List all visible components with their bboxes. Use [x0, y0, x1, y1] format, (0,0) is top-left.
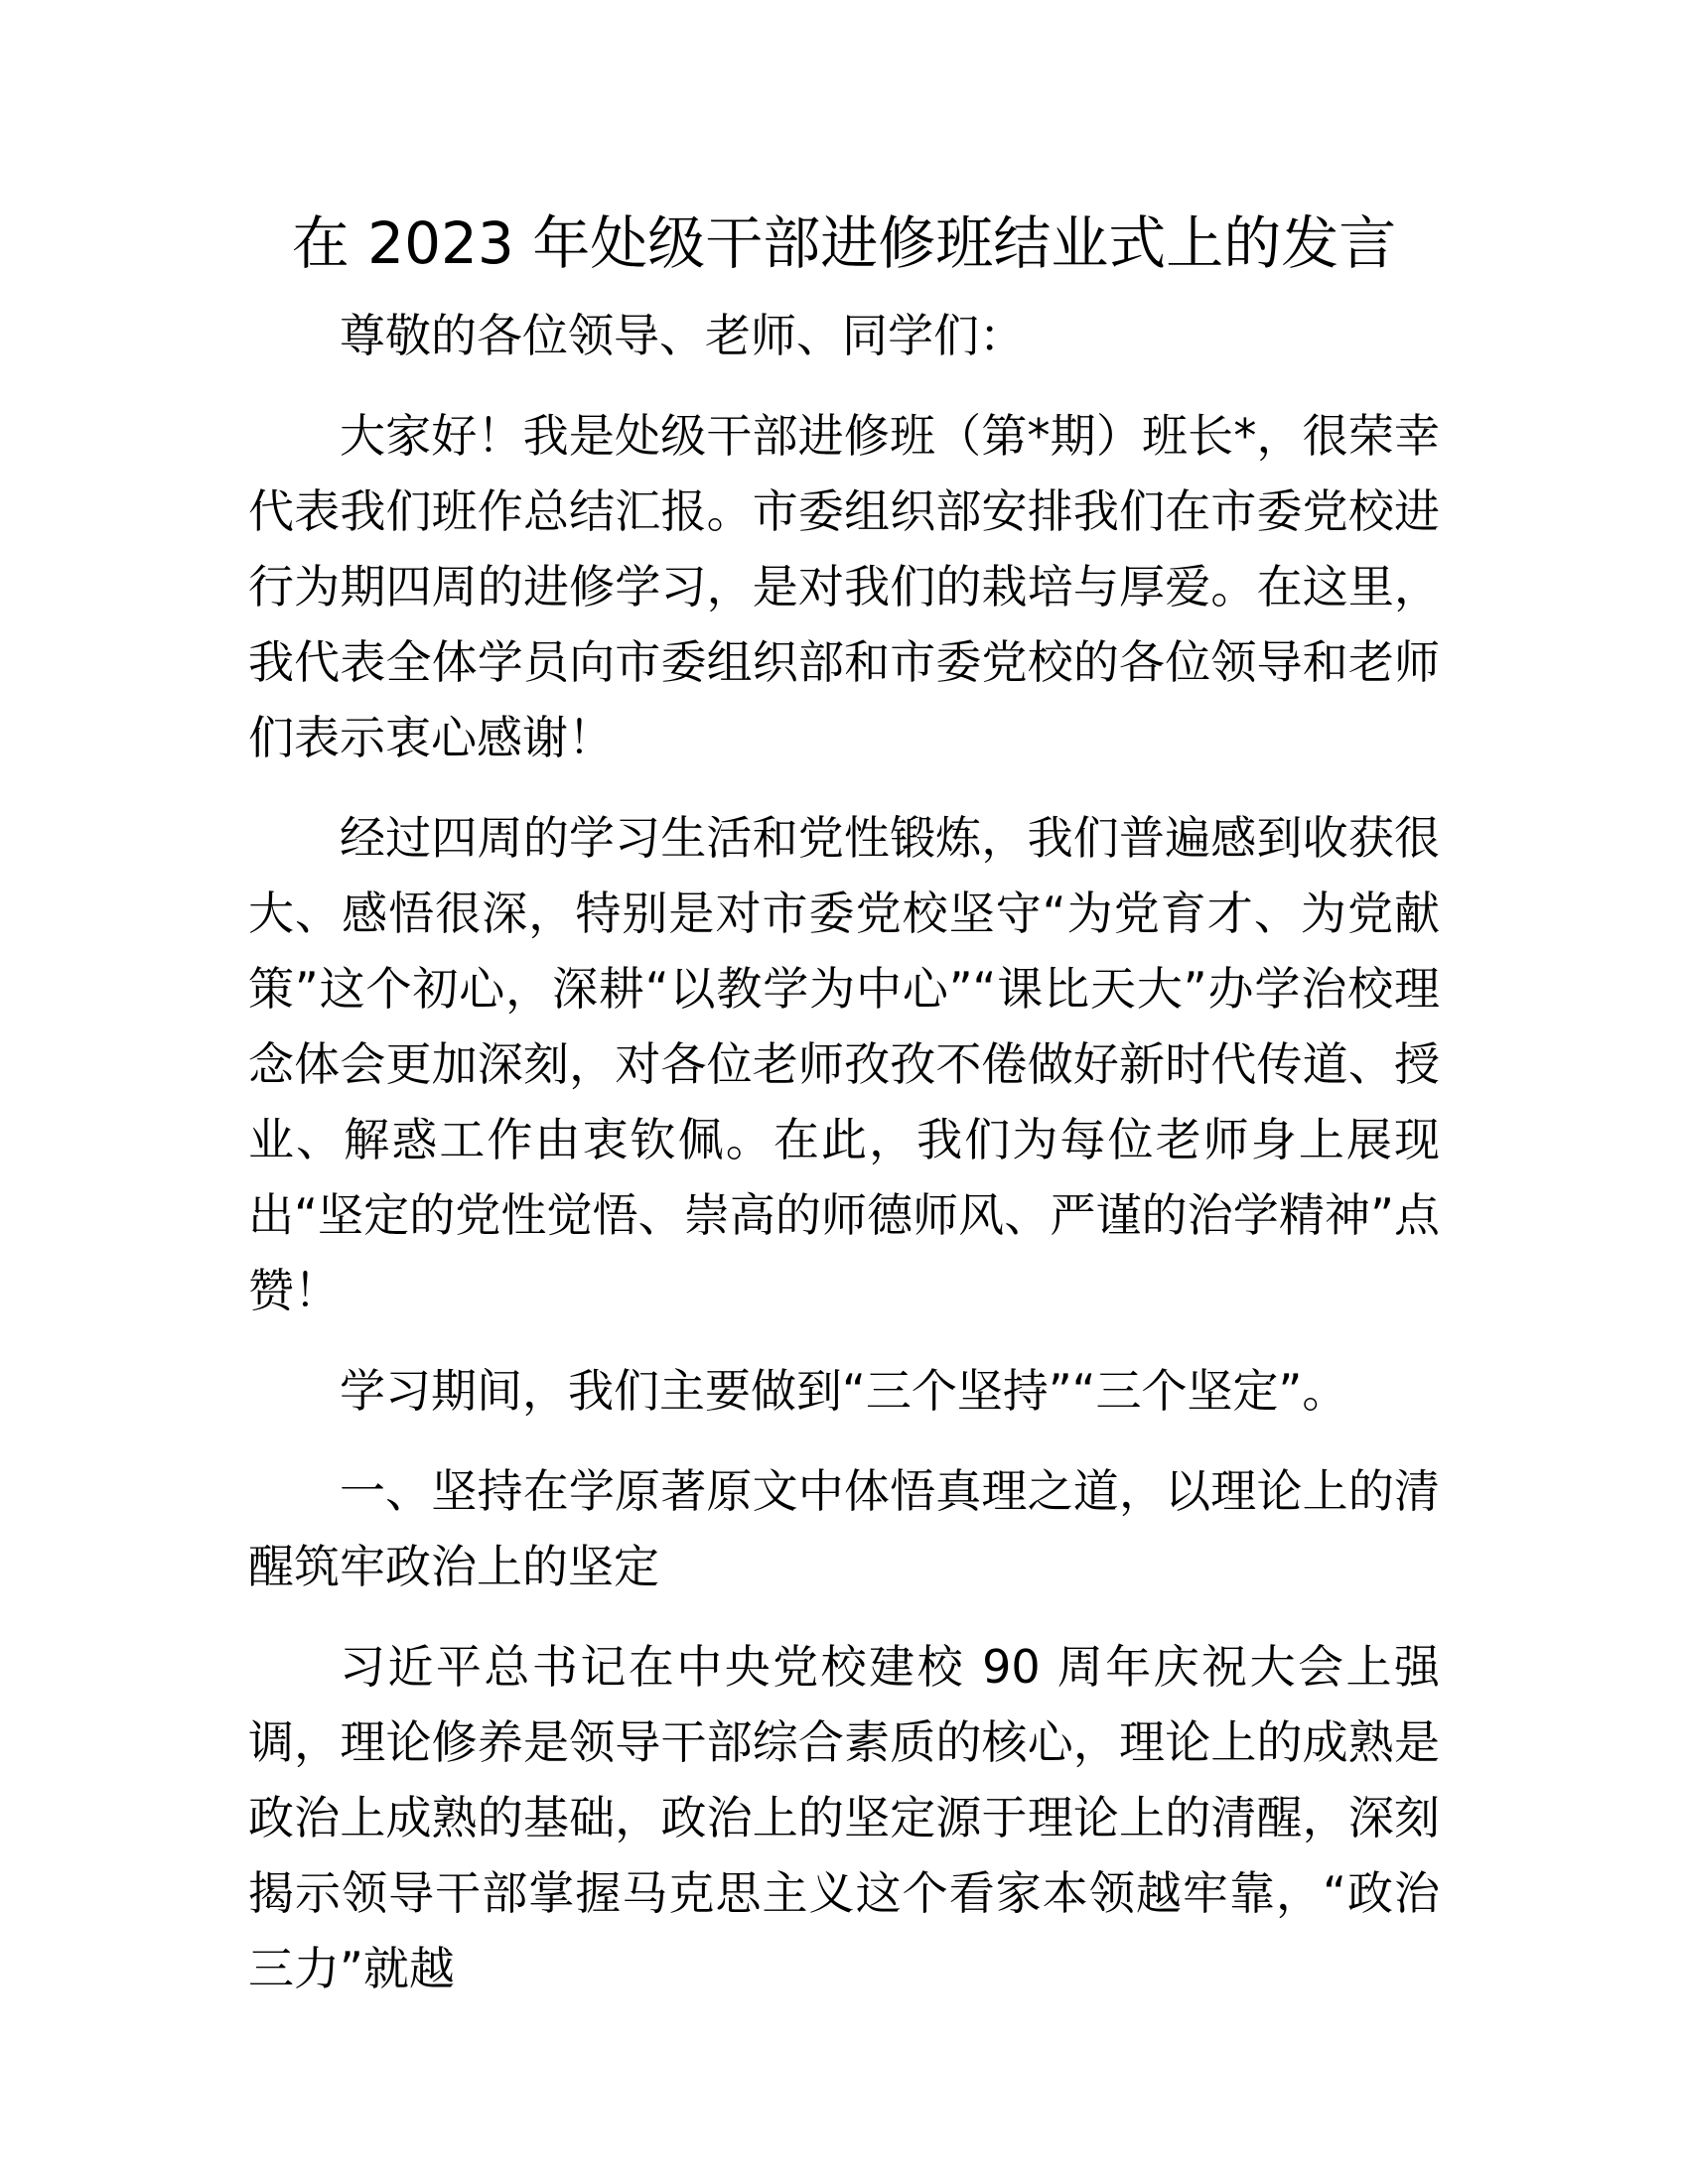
- summary-paragraph: 经过四周的学习生活和党性锻炼，我们普遍感到收获很大、感悟很深，特别是对市委党校坚守“为党育才、为党献策”这个初心，深耕“以教学为中心”“课比天大”办学治校理念体会更加深刻，对各位老师孜孜不倦做好新时代传道、授业、解惑工作由衷钦佩。在此，我们为每位老师身上展现出“坚定的党性觉悟、崇高的师德师风、严谨的治学精神”点赞！: [248, 811, 1440, 1317]
- document-body: [248, 298, 1440, 2031]
- section-heading-1: 一、坚持在学原著原文中体悟真理之道，以理论上的清醒筑牢政治上的坚定: [248, 1464, 1440, 1593]
- overview-paragraph: 学习期间，我们主要做到“三个坚持”“三个坚定”。: [340, 1364, 1348, 1418]
- document-title: 在 2023 年处级干部进修班结业式上的发言: [291, 209, 1397, 277]
- salutation-paragraph: 尊敬的各位领导、老师、同学们：: [340, 309, 1025, 362]
- section-1-paragraph: 习近平总书记在中央党校建校 90 周年庆祝大会上强调，理论修养是领导干部综合素质的核心，理论上的成熟是政治上成熟的基础，政治上的坚定源于理论上的清醒，深刻揭示领导干部掌握马克思主义这个看家本领越牢靠，“政治三力”就越: [248, 1640, 1440, 1995]
- greeting-paragraph: 大家好！我是处级干部进修班（第*期）班长*，很荣幸代表我们班作总结汇报。市委组织部安排我们在市委党校进行为期四周的进修学习，是对我们的栽培与厚爱。在这里，我代表全体学员向市委组织部和市委党校的各位领导和老师们表示衷心感谢！: [248, 409, 1440, 764]
